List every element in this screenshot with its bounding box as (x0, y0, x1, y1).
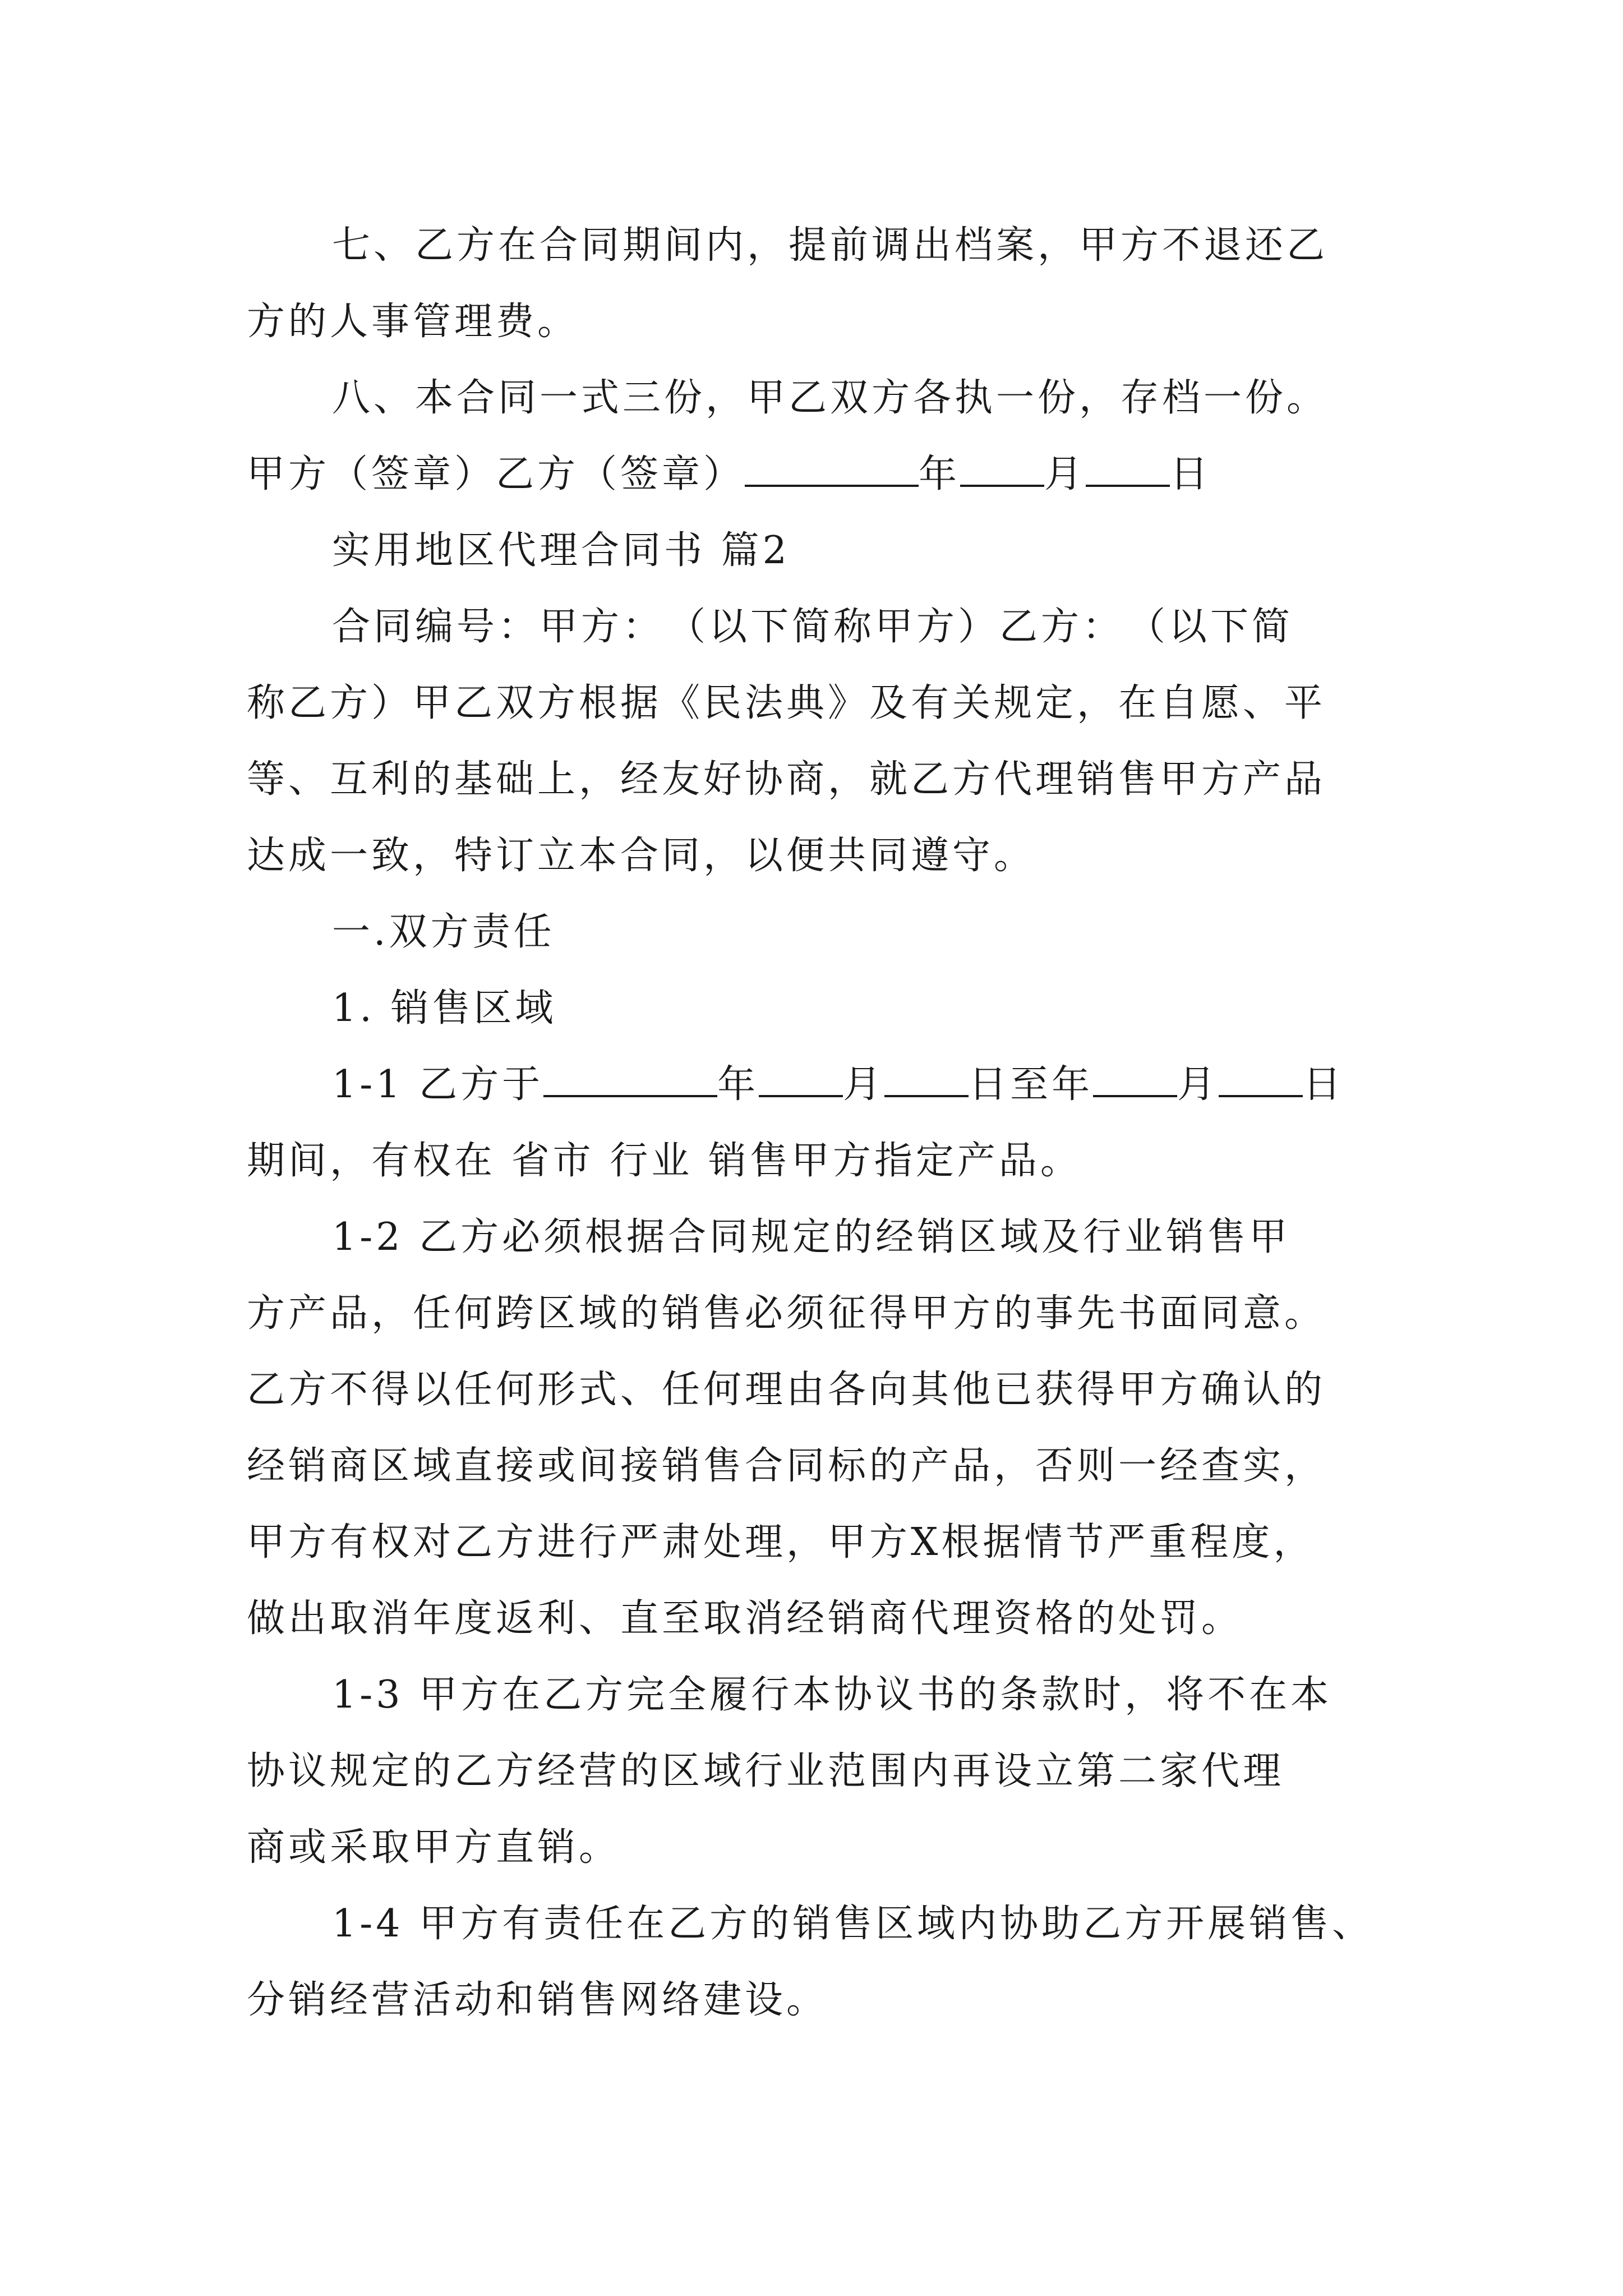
text-line: 分销经营活动和销售网络建设。 (247, 1978, 828, 2022)
blank-field (543, 1061, 717, 1097)
blank-field (1219, 1061, 1303, 1097)
text-line: 八、本合同一式三份，甲乙双方各执一份，存档一份。 (332, 376, 1329, 420)
text-line: 协议规定的乙方经营的区域行业范围内再设立第二家代理 (247, 1749, 1285, 1793)
blank-field (745, 451, 919, 487)
blank-field (759, 1061, 843, 1097)
date-unit-month: 月 (1177, 1062, 1219, 1107)
text-line: 期间，有权在 省市 行业 销售甲方指定产品。 (247, 1139, 1082, 1183)
text-line: 1-2 乙方必须根据合同规定的经销区域及行业销售甲 (332, 1215, 1291, 1259)
signature-line (247, 436, 1413, 513)
date-unit-month: 月 (843, 1062, 885, 1107)
text-line: 1-3 甲方在乙方完全履行本协议书的条款时，将不在本 (332, 1673, 1332, 1717)
blank-field (1093, 1061, 1177, 1097)
document-body (247, 208, 1413, 2039)
text-line: 等、互利的基础上，经友好协商，就乙方代理销售甲方产品 (247, 757, 1326, 802)
text-line: 乙方不得以任何形式、任何理由各向其他已获得甲方确认的 (247, 1368, 1326, 1412)
text-line: 方的人事管理费。 (247, 300, 579, 344)
date-unit-day-to-year: 日至年 (969, 1062, 1094, 1107)
text-line: 合同编号：甲方： （以下简称甲方）乙方： （以下简 (332, 605, 1294, 649)
subsection-heading: 一.双方责任 (332, 910, 555, 954)
date-unit-day: 日 (1170, 452, 1212, 496)
blank-field (960, 451, 1044, 487)
date-range-line (247, 1047, 1413, 1123)
text-line: 经销商区域直接或间接销售合同标的产品，否则一经查实， (247, 1444, 1326, 1488)
signature-label: 甲方（签章）乙方（签章） (247, 452, 745, 496)
date-unit-year: 年 (919, 452, 961, 496)
text-line: 商或采取甲方直销。 (247, 1825, 621, 1870)
date-unit-year: 年 (717, 1062, 759, 1107)
text-line: 方产品，任何跨区域的销售必须征得甲方的事先书面同意。 (247, 1291, 1326, 1336)
subsection-heading: 1. 销售区域 (332, 986, 557, 1030)
text-line: 七、乙方在合同期间内，提前调出档案，甲方不退还乙 (332, 223, 1329, 268)
text-line: 称乙方）甲乙双方根据《民法典》及有关规定，在自愿、平 (247, 681, 1326, 725)
text-line: 做出取消年度返利、直至取消经销商代理资格的处罚。 (247, 1596, 1243, 1641)
blank-field (884, 1061, 969, 1097)
date-unit-day: 日 (1303, 1062, 1345, 1107)
clause-label: 1-1 乙方于 (332, 1062, 544, 1107)
date-unit-month: 月 (1044, 452, 1086, 496)
text-line: 甲方有权对乙方进行严肃处理，甲方X根据情节严重程度， (247, 1520, 1315, 1565)
section-heading: 实用地区代理合同书 篇2 (332, 528, 790, 573)
blank-field (1086, 451, 1170, 487)
text-line: 达成一致，特订立本合同，以便共同遵守。 (247, 834, 1036, 878)
text-line: 1-4 甲方有责任在乙方的销售区域内协助乙方开展销售、 (332, 1902, 1374, 1946)
